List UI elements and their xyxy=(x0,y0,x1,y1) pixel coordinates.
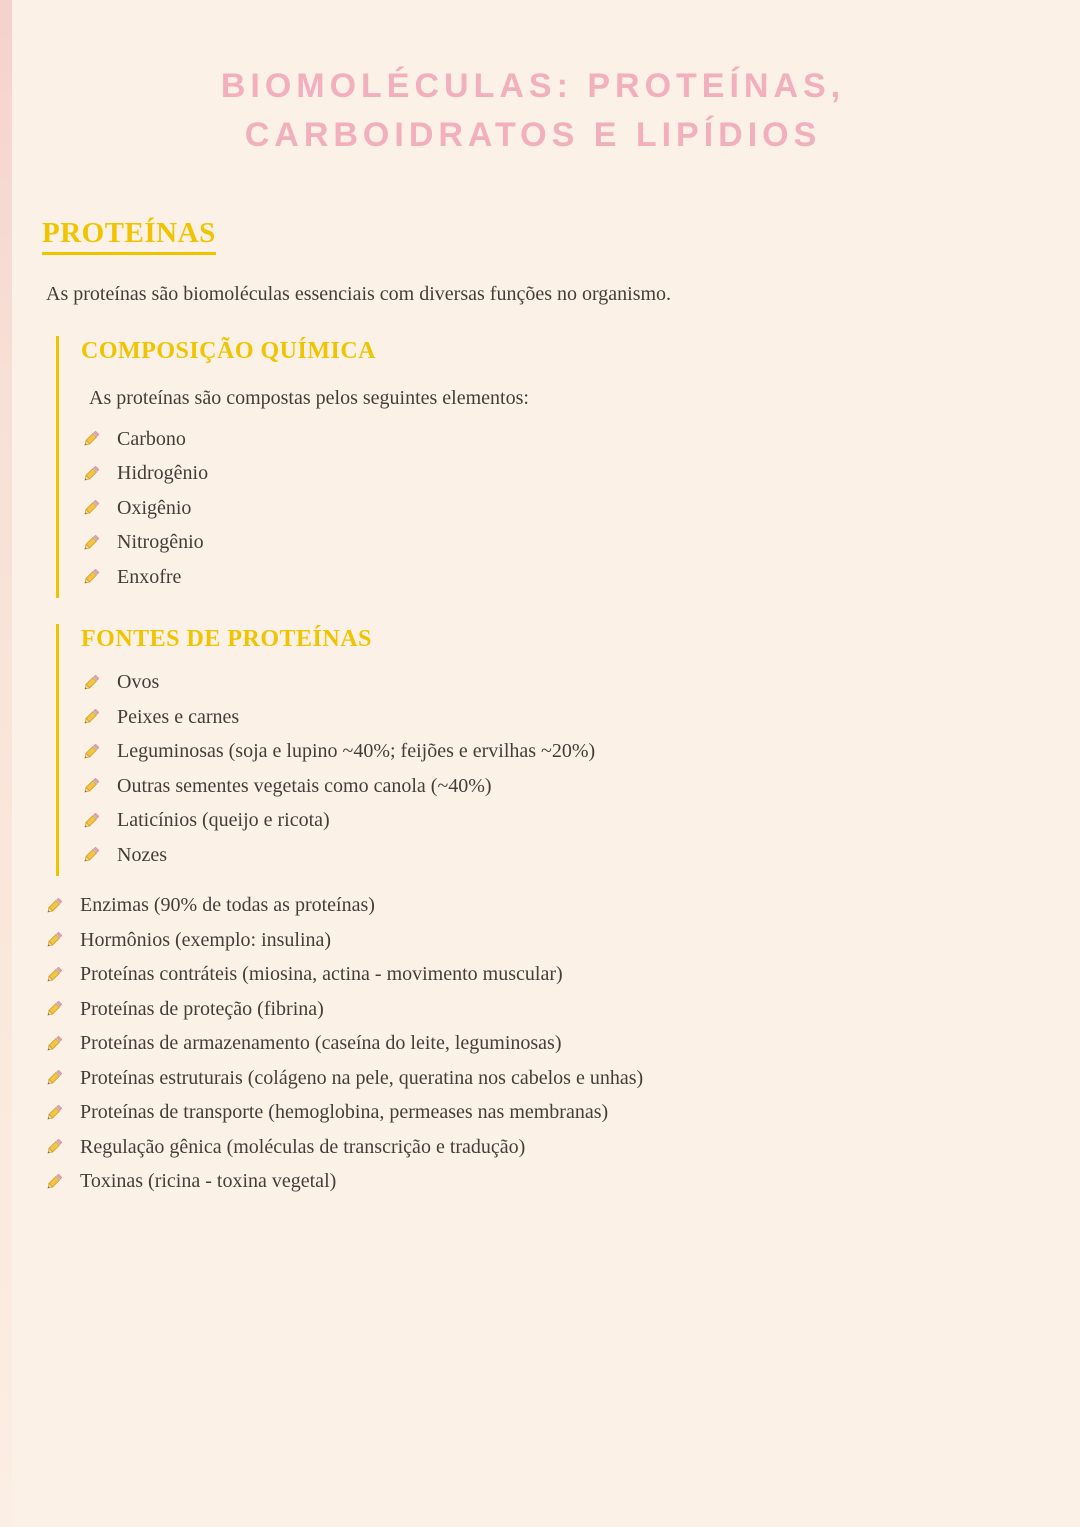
subsection-heading-composicao-quimica: COMPOSIÇÃO QUÍMICA xyxy=(81,337,376,364)
subsection-intro-composicao-quimica: As proteínas são compostas pelos seguintes elementos: xyxy=(89,386,529,409)
list-item xyxy=(81,491,1024,526)
page-title xyxy=(42,62,1024,161)
pencil-icon xyxy=(44,1067,65,1088)
pencil-icon xyxy=(81,741,102,762)
sources-list xyxy=(81,665,1024,872)
composition-list xyxy=(81,422,1024,595)
list-item xyxy=(44,957,1024,992)
pencil-icon xyxy=(44,998,65,1019)
list-item xyxy=(81,803,1024,838)
pencil-icon xyxy=(81,566,102,587)
list-item-text: Proteínas contráteis (miosina, actina - movimento muscular) xyxy=(80,963,563,986)
list-item xyxy=(81,665,1024,700)
list-item-text: Enxofre xyxy=(117,565,182,588)
pencil-icon xyxy=(81,463,102,484)
list-item xyxy=(44,1130,1024,1165)
list-item xyxy=(44,1061,1024,1096)
page-title-line-1: BIOMOLÉCULAS: PROTEÍNAS, xyxy=(220,67,846,105)
list-item xyxy=(44,1095,1024,1130)
list-item-text: Proteínas de armazenamento (caseína do leite, leguminosas) xyxy=(80,1032,562,1055)
pencil-icon xyxy=(81,810,102,831)
pencil-icon xyxy=(44,1171,65,1192)
list-item xyxy=(44,1026,1024,1061)
section-heading-proteinas: PROTEÍNAS xyxy=(42,217,216,255)
list-item-text: Hormônios (exemplo: insulina) xyxy=(80,928,332,951)
subsection-heading-fontes-de-proteinas: FONTES DE PROTEÍNAS xyxy=(81,626,372,653)
list-item-text: Ovos xyxy=(117,671,160,694)
list-item-text: Regulação gênica (moléculas de transcrição e tradução) xyxy=(80,1135,526,1158)
subsection-composicao-quimica xyxy=(56,336,1024,599)
list-item-text: Leguminosas (soja e lupino ~40%; feijões e ervilhas ~20%) xyxy=(117,740,596,763)
list-item-text: Toxinas (ricina - toxina vegetal) xyxy=(80,1170,337,1193)
list-item xyxy=(44,888,1024,923)
pencil-icon xyxy=(44,895,65,916)
list-item-text: Outras sementes vegetais como canola (~40%) xyxy=(117,774,492,797)
list-item xyxy=(81,422,1024,457)
pencil-icon xyxy=(81,497,102,518)
list-item-text: Hidrogênio xyxy=(117,462,209,485)
list-item-text: Proteínas estruturais (colágeno na pele, queratina nos cabelos e unhas) xyxy=(80,1066,644,1089)
pencil-icon xyxy=(44,964,65,985)
pencil-icon xyxy=(81,706,102,727)
subsection-fontes-de-proteinas xyxy=(56,624,1024,876)
pencil-icon xyxy=(44,1136,65,1157)
section-intro: As proteínas são biomoléculas essenciais com diversas funções no organismo. xyxy=(46,282,672,305)
list-item-text: Enzimas (90% de todas as proteínas) xyxy=(80,894,375,917)
list-item-text: Carbono xyxy=(117,427,186,450)
pencil-icon xyxy=(81,428,102,449)
list-item xyxy=(81,525,1024,560)
list-item-text: Proteínas de transporte (hemoglobina, permeases nas membranas) xyxy=(80,1101,609,1124)
pencil-icon xyxy=(81,672,102,693)
pencil-icon xyxy=(44,1033,65,1054)
pencil-icon xyxy=(81,775,102,796)
list-item xyxy=(81,700,1024,735)
list-item-text: Nitrogênio xyxy=(117,531,204,554)
page-title-line-2: CARBOIDRATOS E LIPÍDIOS xyxy=(244,116,822,155)
list-item xyxy=(81,456,1024,491)
list-item-text: Nozes xyxy=(117,843,167,866)
pencil-icon xyxy=(44,1102,65,1123)
functions-list xyxy=(44,888,1024,1199)
list-item xyxy=(81,560,1024,595)
list-item-text: Oxigênio xyxy=(117,496,192,519)
list-item xyxy=(81,769,1024,804)
pencil-icon xyxy=(44,929,65,950)
list-item xyxy=(44,992,1024,1027)
list-item-text: Proteínas de proteção (fibrina) xyxy=(80,997,324,1020)
list-item xyxy=(44,1164,1024,1199)
list-item-text: Laticínios (queijo e ricota) xyxy=(117,809,330,832)
pencil-icon xyxy=(81,532,102,553)
list-item-text: Peixes e carnes xyxy=(117,705,240,728)
list-item xyxy=(81,838,1024,873)
list-item xyxy=(44,923,1024,958)
list-item xyxy=(81,734,1024,769)
pencil-icon xyxy=(81,844,102,865)
